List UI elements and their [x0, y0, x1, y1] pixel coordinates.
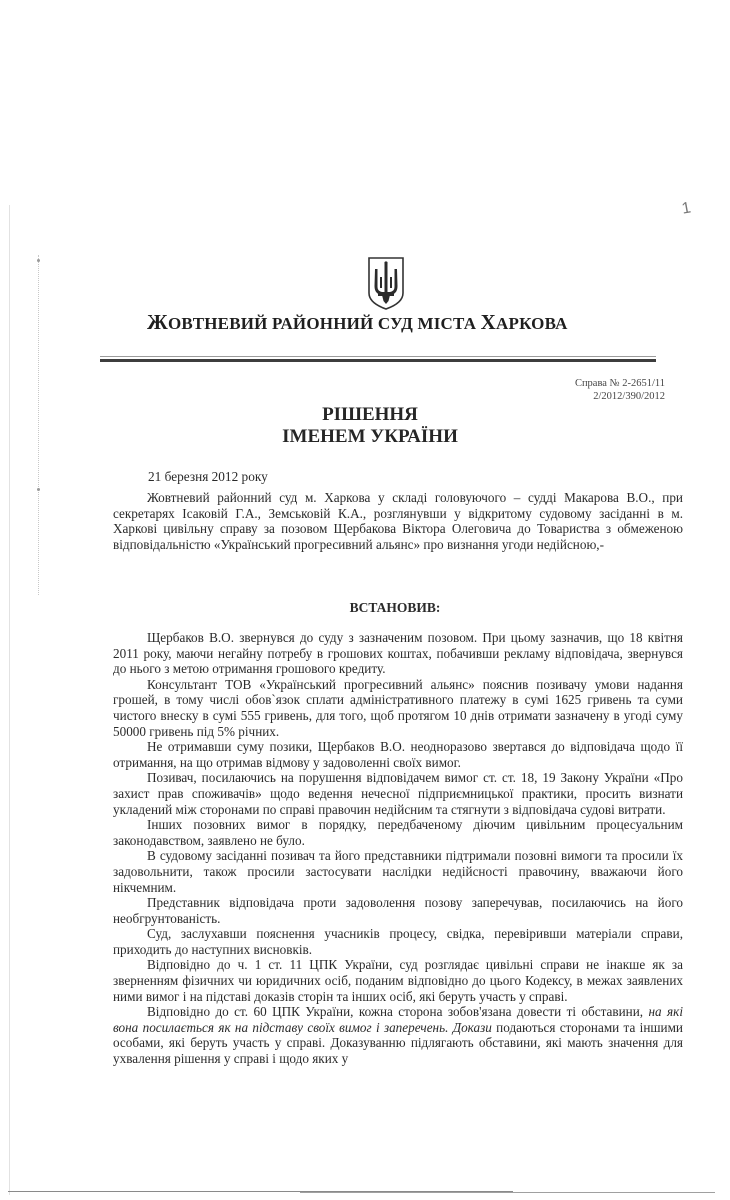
scan-bottom-edge [300, 1192, 715, 1193]
court-name [147, 310, 607, 335]
intro-section [113, 490, 683, 552]
body-paragraph: Відповідно до ч. 1 ст. 11 ЦПК України, суд розглядає цивільні справи не інакше як за зверненням фізичних чи юридичних осіб, поданим відповідно до цього Кодексу, в межах заявлених ними вимог і на підставі доказів сторін та інших осіб, які беруть участь у справі. [113, 957, 683, 1004]
body-paragraph: Не отримавши суму позики, Щербаков В.О. неодноразово звертався до відповідача щодо її отримання, на що отримав відмову у задоволенні своїх вимог. [113, 739, 683, 770]
text-run: Відповідно до ст. 60 ЦПК України, кожна сторона зобов'язана довести ті обставини, [147, 1004, 649, 1020]
body-paragraph: В судовому засіданні позивач та його представники підтримали позовні вимоги та просили їх задовольнити, також просили застосувати наслідки недійсності правочину, вважаючи його нікчемним. [113, 848, 683, 895]
text-run: подаються сторонами та іншими особами, які беруть участь у справі. Доказуванню підлягають обставини, які мають значення для ухвалення рішення у справі і щодо яких у [113, 1019, 683, 1067]
court-name-text: АРКОВА [496, 314, 568, 333]
body-paragraph-last [113, 1004, 683, 1066]
scan-page-edge [9, 205, 10, 1195]
header-divider-thick [100, 359, 656, 362]
scan-artifact-dot [37, 488, 40, 491]
case-number-line: Справа № 2-2651/11 [574, 378, 665, 389]
court-name-initial: Х [480, 310, 497, 334]
document-title: РІШЕННЯ [322, 404, 418, 425]
document-subtitle: ІМЕНЕМ УКРАЇНИ [282, 426, 458, 447]
body-paragraph: Представник відповідача проти задоволення позову заперечував, посилаючись на його необгрунтованість. [113, 895, 683, 926]
section-heading: ВСТАНОВИВ: [349, 600, 441, 615]
decision-date: 21 березня 2012 року [148, 469, 268, 484]
italic-text-run: на які вона посилається як на підставу своїх вимог і заперечень. Докази [113, 1004, 683, 1035]
scan-artifact-dot [37, 259, 40, 262]
case-number-line: 2/2012/390/2012 [593, 391, 665, 402]
case-number [575, 377, 665, 403]
handwritten-page-mark: 1 [680, 199, 693, 218]
body-paragraph: Суд, заслухавши пояснення учасників процесу, свідка, перевіривши матеріали справи, приходить до наступних висновків. [113, 926, 683, 957]
body-paragraph: Інших позовних вимог в порядку, передбаченому діючим цивільним процесуальним законодавством, заявлено не було. [113, 817, 683, 848]
body-paragraph: Консультант ТОВ «Український прогресивний альянс» пояснив позивачу умови надання грошей, в тому числі обов`язок сплати адміністративного платежу в сумі 1625 гривень та суми чистого внеску в сумі 555 гривень, для того, щоб протягом 10 днів отримати зазначену в угоді суму 50000 гривень під 5% річних. [113, 676, 683, 739]
coat-of-arms-icon [366, 255, 406, 311]
body-section [113, 630, 683, 1067]
court-name-initial: Ж [147, 310, 168, 334]
body-paragraph: Позивач, посилаючись на порушення відповідачем вимог ст. ст. 18, 19 Закону України «Про захист прав споживачів» щодо ведення нечесної підприємницької практики, просить визнати укладений між сторонами по справі правочин недійсним та стягнути з відповідача судові витрати. [113, 770, 683, 817]
court-name-text: ОВТНЕВИЙ РАЙОННИЙ СУД МІСТА [167, 314, 481, 333]
body-paragraph: Щербаков В.О. звернувся до суду з зазначеним позовом. При цьому зазначив, що 18 квітня 2011 року, маючи негайну потребу в грошових коштах, побачивши рекламу відповідача, звернувся до нього з метою отримання грошового кредиту. [113, 630, 683, 677]
intro-paragraph: Жовтневий районний суд м. Харкова у складі головуючого – судді Макарова В.О., при секретарях Ісаковій Г.А., Земськовій К.А., розглянувши у відкритому судовому засіданні в м. Харкові цивільну справу за позовом Щербакова Віктора Олеговича до Товариства з обмеженою відповідальністю «Український прогресивний альянс» про визнання угоди недійсною,- [113, 490, 683, 552]
header-divider-thin [100, 356, 656, 357]
